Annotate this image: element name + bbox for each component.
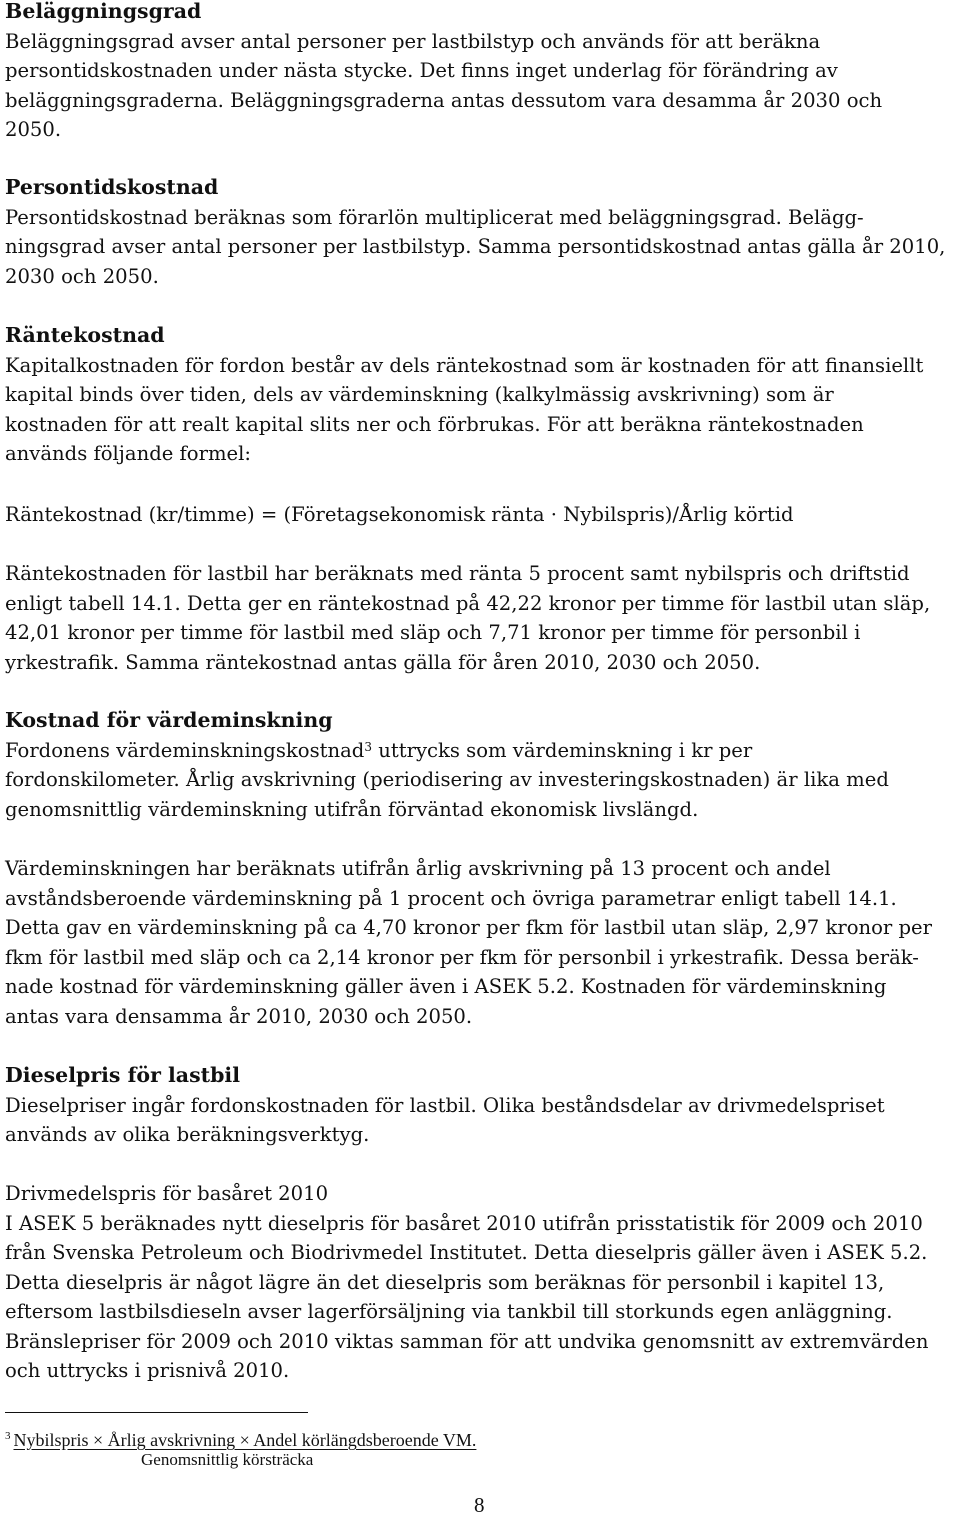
paragraph-line: Beläggningsgrad avser antal personer per lastbilstyp och används för att beräkna	[5, 29, 821, 53]
paragraph-line: Detta dieselpris är något lägre än det dieselpris som beräknas för personbil i kapitel 13,	[5, 1270, 885, 1294]
paragraph-line: yrkestrafik. Samma räntekostnad antas gälla för åren 2010, 2030 och 2050.	[5, 650, 761, 674]
heading-belaggningsgrad: Beläggningsgrad	[5, 0, 202, 23]
page-number: 8	[474, 1493, 485, 1517]
text-span: uttrycks som värdeminskning i kr per	[371, 738, 753, 762]
paragraph-line: 42,01 kronor per timme för lastbil med släp och 7,71 kronor per timme för personbil i	[5, 621, 861, 644]
footnote-denominator: Genomsnittlig körsträcka	[141, 1450, 314, 1469]
paragraph-line: enligt tabell 14.1. Detta ger en räntekostnad på 42,22 kronor per timme för lastbil utan släp,	[5, 591, 931, 615]
paragraph-line: nade kostnad för värdeminskning gäller även i ASEK 5.2. Kostnaden för värdeminskning	[5, 975, 887, 998]
paragraph-line: används följande formel:	[5, 442, 252, 465]
rantekostnad-result	[5, 559, 930, 677]
paragraph-line: 2050.	[5, 118, 62, 141]
section-persontidskostnad	[5, 173, 945, 291]
section-dieselpris	[5, 1061, 885, 1150]
paragraph-line: antas vara densamma år 2010, 2030 och 2050.	[5, 1004, 473, 1028]
heading-rantekostnad: Räntekostnad	[5, 323, 165, 347]
footnote-numerator: Nybilspris × Årlig avskrivning × Andel körlängdsberoende VM.	[13, 1430, 477, 1450]
paragraph-line: fordonskilometer. Årlig avskrivning (periodisering av investeringskostnaden) är lika med	[5, 768, 889, 791]
paragraph-line: Värdeminskningen har beräknats utifrån årlig avskrivning på 13 procent och andel	[5, 857, 831, 880]
paragraph-line: 2030 och 2050.	[5, 264, 159, 288]
footnote-divider	[5, 1412, 308, 1413]
heading-vardeminskning: Kostnad för värdeminskning	[5, 708, 333, 732]
footnote-reference: 3	[364, 739, 372, 754]
section-belaggningsgrad	[5, 0, 882, 145]
paragraph-line: persontidskostnaden under nästa stycke. Det finns inget underlag för förändring av	[5, 59, 838, 82]
heading-persontidskostnad: Persontidskostnad	[5, 175, 219, 199]
paragraph-line: och uttrycks i prisnivå 2010.	[5, 1359, 290, 1382]
paragraph-line: Persontidskostnad beräknas som förarlön multiplicerat med beläggningsgrad. Belägg-	[5, 205, 864, 229]
paragraph-line: Dieselpriser ingår fordonskostnaden för lastbil. Olika beståndsdelar av drivmedelspriset	[5, 1093, 885, 1117]
paragraph-line: I ASEK 5 beräknades nytt dieselpris för basåret 2010 utifrån prisstatistik för 2009 och 2010	[5, 1211, 923, 1235]
paragraph-line: Bränslepriser för 2009 och 2010 viktas samman för att undvika genomsnitt av extremvärden	[5, 1329, 929, 1353]
paragraph-line: beläggningsgraderna. Beläggningsgraderna antas dessutom vara desamma år 2030 och	[5, 88, 883, 112]
section-rantekostnad	[5, 321, 923, 469]
paragraph-line: kapital binds över tiden, dels av värdeminskning (kalkylmässig avskrivning) som är	[5, 383, 834, 406]
paragraph-line: används av olika beräkningsverktyg.	[5, 1123, 370, 1146]
paragraph-line: avståndsberoende värdeminskning på 1 procent och övriga parametrar enligt tabell 14.1.	[5, 886, 897, 910]
section-vardeminskning	[5, 706, 889, 824]
paragraph-line: Detta gav en värdeminskning på ca 4,70 kronor per fkm för lastbil utan släp, 2,97 kronor per	[5, 916, 933, 939]
paragraph-line: Räntekostnaden för lastbil har beräknats med ränta 5 procent samt nybilspris och driftstid	[5, 562, 910, 585]
subsection-title: Drivmedelspris för basåret 2010	[5, 1182, 329, 1205]
paragraph-line: Kapitalkostnaden för fordon består av dels räntekostnad som är kostnaden för att finansiellt	[5, 353, 924, 377]
paragraph-line: kostnaden för att realt kapital slits ner och förbrukas. För att beräkna räntekostnaden	[5, 412, 864, 436]
paragraph-line: genomsnittlig värdeminskning utifrån förväntad ekonomisk livslängd.	[5, 797, 699, 821]
paragraph-line: fkm för lastbil med släp och ca 2,14 kronor per fkm för personbil i yrkestrafik. Dessa beräk-	[5, 945, 919, 969]
paragraph-line: eftersom lastbilsdieseln avser lagerförsäljning via tankbil till storkunds egen anläggning.	[5, 1300, 893, 1323]
footnote	[5, 1424, 477, 1469]
paragraph-line: ningsgrad avser antal personer per lastbilstyp. Samma persontidskostnad antas gälla år 2010,	[5, 235, 946, 258]
vardeminskning-paragraph-2	[5, 854, 932, 1031]
heading-dieselpris: Dieselpris för lastbil	[5, 1063, 240, 1087]
paragraph-line: från Svenska Petroleum och Biodrivmedel Institutet. Detta dieselpris gäller även i ASEK 5.2.	[5, 1241, 928, 1264]
drivmedelspris-subsection	[5, 1179, 929, 1386]
text-span: Fordonens värdeminskningskostnad	[5, 738, 365, 762]
rantekostnad-formula: Räntekostnad (kr/timme) = (Företagsekonomisk ränta · Nybilspris)/Årlig körtid	[5, 503, 794, 526]
footnote-number: 3	[5, 1430, 11, 1442]
paragraph-line	[5, 736, 889, 766]
